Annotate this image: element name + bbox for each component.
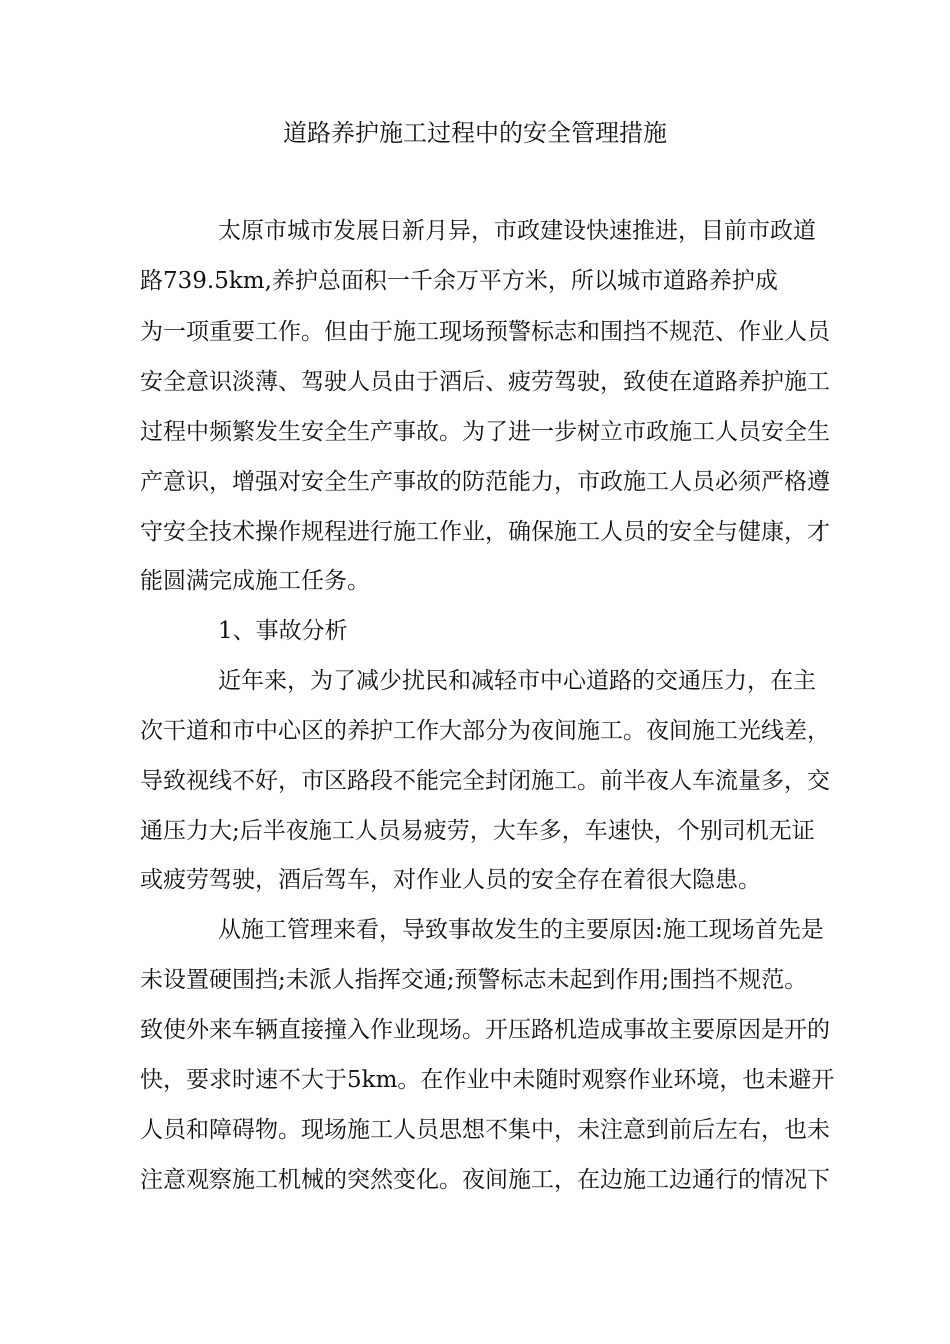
paragraph-1-line-8: 能圆满完成施工任务。 <box>140 568 370 594</box>
paragraph-1-line-4: 安全意识淡薄、驾驶人员由于酒后、疲劳驾驶，致使在道路养护施工 <box>140 369 830 395</box>
paragraph-2-line-5: 或疲劳驾驶，酒后驾车，对作业人员的安全存在着很大隐患。 <box>140 867 761 893</box>
paragraph-3-line-1: 从施工管理来看，导致事故发生的主要原因:施工现场首先是 <box>218 917 824 943</box>
paragraph-2-line-2: 次干道和市中心区的养护工作大部分为夜间施工。夜间施工光线差， <box>140 718 830 744</box>
paragraph-2-line-1: 近年来，为了减少扰民和减轻市中心道路的交通压力，在主 <box>218 668 816 694</box>
paragraph-1-line-2: 路739.5km,养护总面积一千余万平方米，所以城市道路养护成 <box>140 268 778 294</box>
paragraph-3-line-6: 注意观察施工机械的突然变化。夜间施工，在边施工边通行的情况下 <box>140 1167 830 1193</box>
section-heading-accident-analysis: 1、事故分析 <box>218 618 348 644</box>
paragraph-2-line-4: 通压力大;后半夜施工人员易疲劳，大车多，车速快，个别司机无证 <box>140 818 815 844</box>
paragraph-3-line-5: 人员和障碍物。现场施工人员思想不集中，未注意到前后左右，也未 <box>140 1117 830 1143</box>
paragraph-1-line-3: 为一项重要工作。但由于施工现场预警标志和围挡不规范、作业人员 <box>140 319 830 345</box>
paragraph-1-line-7: 守安全技术操作规程进行施工作业，确保施工人员的安全与健康，才 <box>140 519 830 545</box>
paragraph-1-line-1: 太原市城市发展日新月异，市政建设快速推进，目前市政道 <box>218 218 816 244</box>
paragraph-3-line-3: 致使外来车辆直接撞入作业现场。开压路机造成事故主要原因是开的 <box>140 1017 830 1043</box>
paragraph-3-line-2: 未设置硬围挡;未派人指挥交通;预警标志未起到作用;围挡不规范。 <box>140 967 808 993</box>
page-title: 道路养护施工过程中的安全管理措施 <box>283 119 667 147</box>
paragraph-2-line-3: 导致视线不好，市区路段不能完全封闭施工。前半夜人车流量多，交 <box>140 768 830 794</box>
paragraph-3-line-4: 快，要求时速不大于5km。在作业中未随时观察作业环境，也未避开 <box>140 1067 835 1093</box>
paragraph-1-line-5: 过程中频繁发生安全生产事故。为了进一步树立市政施工人员安全生 <box>140 419 830 445</box>
paragraph-1-line-6: 产意识，增强对安全生产事故的防范能力，市政施工人员必须严格遵 <box>140 469 830 495</box>
